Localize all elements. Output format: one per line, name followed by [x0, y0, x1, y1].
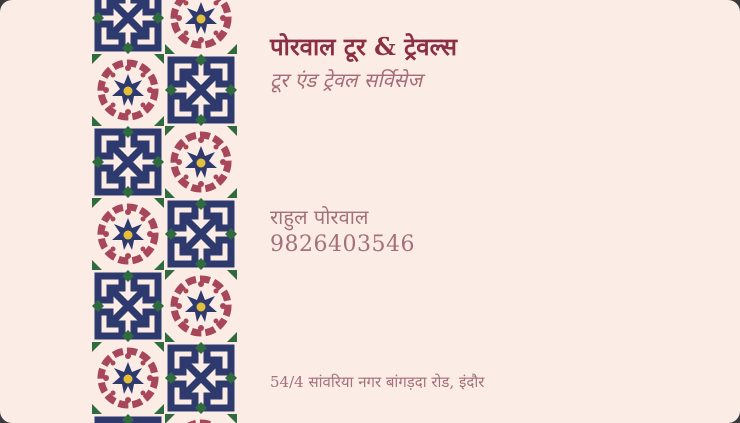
rosette-tile — [92, 198, 164, 270]
tile-pattern-svg — [92, 0, 238, 423]
rosette-tile — [92, 342, 164, 414]
decorative-tile-pattern — [92, 0, 238, 423]
rosette-tile — [165, 270, 237, 342]
knot-tile — [165, 198, 237, 270]
contact-person-name: राहुल पोरवाल — [270, 205, 369, 229]
rosette-tile — [92, 54, 164, 126]
knot-tile — [165, 54, 237, 126]
knot-tile — [165, 342, 237, 414]
company-name: पोरवाल टूर & ट्रेवल्स — [270, 32, 457, 61]
rosette-tile — [165, 126, 237, 198]
company-tagline: टूर एंड ट्रेवल सर्विसेज — [270, 68, 423, 92]
rosette-tile — [165, 414, 237, 423]
knot-tile — [92, 270, 164, 342]
phone-number[interactable]: 9826403546 — [270, 232, 415, 257]
knot-tile — [92, 414, 164, 423]
knot-tile — [92, 0, 164, 54]
rosette-tile — [165, 0, 237, 54]
address: 54/4 सांवरिया नगर बांगड़दा रोड, इंदौर — [270, 373, 485, 391]
knot-tile — [92, 126, 164, 198]
